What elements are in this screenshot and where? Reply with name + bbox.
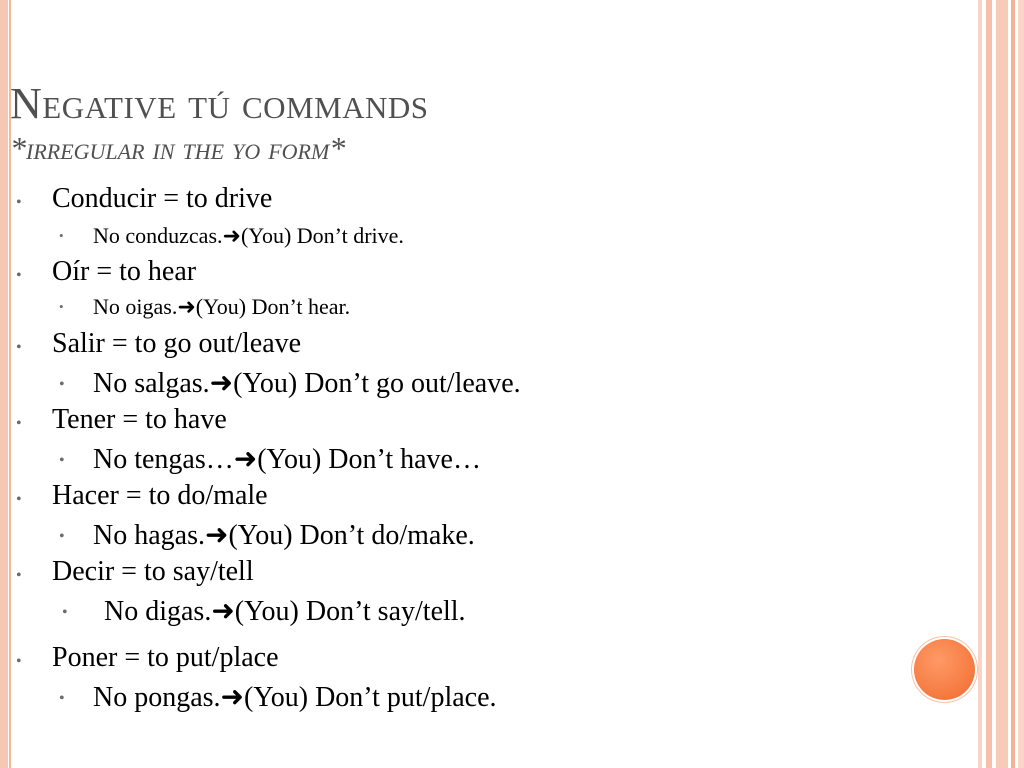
right-decorative-stripe [986, 0, 992, 768]
example-negative: No salgas. [93, 368, 210, 399]
arrow-right-icon: ➜ [204, 518, 229, 551]
example-negative: No tengas… [93, 444, 234, 475]
arrow-right-icon: ➜ [220, 680, 245, 713]
example-bullet [59, 680, 497, 714]
example-translation: (You) Don’t drive. [240, 223, 404, 248]
arrow-right-icon: ➜ [233, 442, 258, 475]
bullet-icon: • [62, 604, 68, 621]
verb-bullet [16, 642, 279, 674]
bullet-icon: • [16, 194, 22, 211]
bullet-icon: • [16, 491, 22, 508]
example-translation: (You) Don’t have… [257, 444, 481, 475]
right-decorative-stripe [1018, 0, 1024, 768]
right-decorative-stripe [996, 0, 1008, 768]
verb-bullet [16, 480, 268, 512]
example-bullet [59, 294, 351, 320]
example-bullet [59, 223, 404, 249]
example-translation: (You) Don’t hear. [195, 294, 351, 319]
verb-definition: Tener = to have [52, 404, 227, 435]
verb-definition: Decir = to say/tell [52, 556, 254, 587]
bullet-icon: • [16, 415, 22, 432]
verb-definition: Poner = to put/place [52, 642, 279, 673]
verb-definition: Oír = to hear [52, 256, 197, 287]
bullet-icon: • [16, 653, 22, 670]
example-translation: (You) Don’t do/make. [228, 520, 475, 551]
right-decorative-stripe [1011, 0, 1015, 768]
bullet-icon: • [16, 267, 22, 284]
slide-subtitle: *irregular in the yo form* [10, 130, 346, 166]
left-decorative-stripe [0, 0, 8, 768]
right-decorative-stripe [978, 0, 982, 768]
example-negative: No pongas. [93, 682, 221, 713]
example-translation: (You) Don’t put/place. [244, 682, 497, 713]
bullet-icon: • [16, 339, 22, 356]
example-negative: No oigas. [93, 294, 178, 319]
bullet-icon: • [16, 567, 22, 584]
example-bullet [59, 366, 521, 400]
verb-definition: Salir = to go out/leave [52, 328, 302, 359]
verb-definition: Hacer = to do/male [52, 480, 268, 511]
bullet-icon: • [59, 299, 64, 314]
example-negative: No digas. [104, 596, 212, 627]
slide-title-block [10, 79, 910, 166]
verb-bullet [16, 256, 197, 288]
verb-bullet [16, 556, 254, 588]
slide-title: Negative tú commands [10, 79, 429, 128]
arrow-right-icon: ➜ [177, 295, 196, 320]
bullet-icon: • [59, 690, 65, 707]
example-bullet [59, 442, 481, 476]
example-translation: (You) Don’t say/tell. [234, 596, 466, 627]
example-bullet [62, 594, 466, 628]
verb-bullet [16, 183, 273, 215]
verb-definition: Conducir = to drive [52, 183, 273, 214]
arrow-right-icon: ➜ [222, 224, 241, 249]
bullet-icon: • [59, 228, 64, 243]
example-negative: No hagas. [93, 520, 205, 551]
verb-bullet [16, 328, 302, 360]
example-negative: No conduzcas. [93, 223, 223, 248]
bullet-icon: • [59, 452, 65, 469]
orange-circle-decoration [914, 639, 975, 700]
example-bullet [59, 518, 475, 552]
arrow-right-icon: ➜ [211, 594, 235, 627]
verb-bullet [16, 404, 227, 436]
bullet-icon: • [59, 376, 65, 393]
example-translation: (You) Don’t go out/leave. [233, 368, 521, 399]
bullet-icon: • [59, 528, 65, 545]
arrow-right-icon: ➜ [209, 366, 234, 399]
